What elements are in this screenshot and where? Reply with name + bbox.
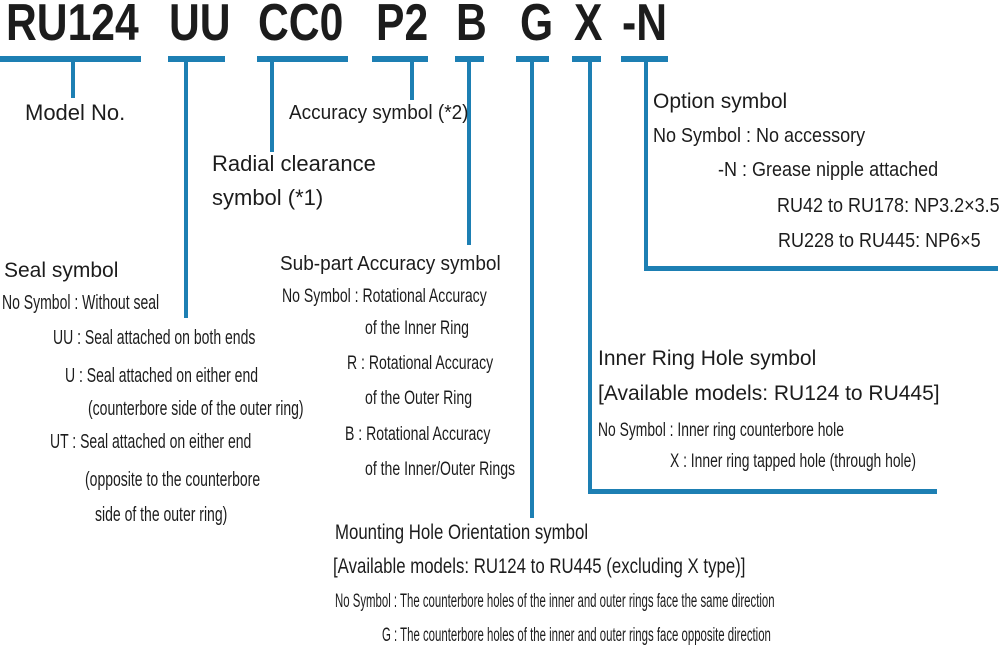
code-segment-accuracy: P2 (376, 0, 429, 52)
code-segment-mounting-hole: G (520, 0, 554, 52)
mounting-row: No Symbol : The counterbore holes of the inner and outer rings face the same direction (335, 591, 775, 612)
subpart-row: R : Rotational Accuracy (347, 353, 494, 374)
mounting-section-heading: Mounting Hole Orientation symbol (335, 521, 589, 544)
seal-section-heading: Seal symbol (4, 259, 119, 282)
seal-row: U : Seal attached on either end (65, 365, 259, 387)
seal-row: UU : Seal attached on both ends (53, 327, 256, 349)
code-segment-radial-clearance: CC0 (258, 0, 344, 52)
inner-ring-row: X : Inner ring tapped hole (through hole) (670, 451, 916, 472)
seal-row: (counterbore side of the outer ring) (88, 398, 304, 420)
connector-line-seal (184, 62, 188, 318)
connector-bar-accuracy (372, 56, 428, 62)
callout-model-no: Model No. (25, 100, 126, 125)
subpart-row: of the Inner/Outer Rings (365, 459, 516, 480)
seal-row: (opposite to the counterbore (85, 469, 261, 491)
seal-row: No Symbol : Without seal (2, 292, 160, 314)
code-segment-option: -N (622, 0, 667, 52)
mounting-row: G : The counterbore holes of the inner and outer rings face opposite direction (382, 625, 771, 646)
connector-bar-seal (168, 56, 225, 62)
option-row: RU42 to RU178: NP3.2×3.5 (777, 195, 1000, 217)
connector-line-option (644, 62, 648, 271)
connector-line-model (71, 62, 75, 98)
connector-line-inner-ring-hole (588, 62, 592, 494)
connector-line-accuracy (410, 62, 414, 100)
callout-radial-clearance-line2: symbol (*1) (212, 185, 324, 210)
callout-radial-clearance-line1: Radial clearance (212, 151, 376, 176)
option-row: No Symbol : No accessory (653, 125, 866, 147)
option-row: RU228 to RU445: NP6×5 (778, 230, 981, 252)
mounting-availability: [Available models: RU124 to RU445 (excluding X type)] (333, 555, 746, 578)
subpart-row: of the Inner Ring (365, 318, 469, 339)
connector-underline-option (644, 266, 998, 271)
connector-underline-inner-ring-hole (588, 489, 937, 494)
connector-line-subpart-accuracy (467, 62, 471, 245)
code-segment-model: RU124 (6, 0, 139, 52)
subpart-row: No Symbol : Rotational Accuracy (282, 286, 487, 307)
seal-row: UT : Seal attached on either end (50, 431, 252, 453)
connector-line-mounting-hole (530, 62, 534, 518)
subpart-row: of the Outer Ring (365, 388, 473, 409)
callout-accuracy-symbol: Accuracy symbol (*2) (289, 102, 469, 124)
subpart-row: B : Rotational Accuracy (345, 424, 491, 445)
connector-bar-inner-ring-hole (572, 56, 601, 62)
code-segment-subpart-accuracy: B (456, 0, 487, 52)
inner-ring-row: No Symbol : Inner ring counterbore hole (598, 420, 844, 441)
option-row: -N : Grease nipple attached (718, 159, 939, 181)
subpart-section-heading: Sub-part Accuracy symbol (280, 253, 501, 275)
code-segment-inner-ring-hole: X (574, 0, 603, 52)
inner-ring-section-heading: Inner Ring Hole symbol (598, 347, 817, 370)
inner-ring-availability: [Available models: RU124 to RU445] (598, 382, 940, 405)
seal-row: side of the outer ring) (95, 504, 228, 526)
option-section-heading: Option symbol (653, 90, 788, 113)
code-segment-seal: UU (169, 0, 231, 52)
connector-line-radial-clearance (270, 62, 274, 152)
